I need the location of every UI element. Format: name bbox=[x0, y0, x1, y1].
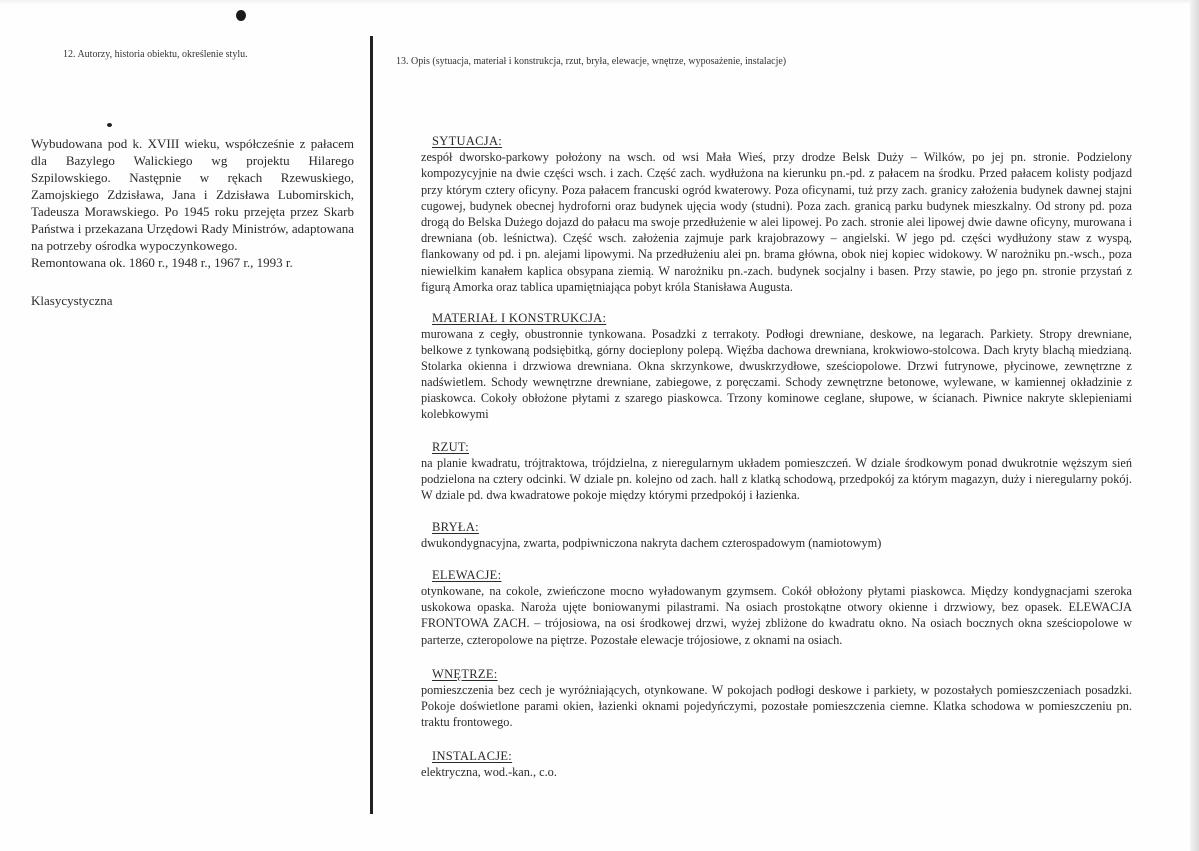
scan-right-edge bbox=[1190, 0, 1199, 851]
ink-speck bbox=[107, 123, 112, 127]
section-body: dwukondygnacyjna, zwarta, podpiwniczona nakryta dachem czterospadowym (namiotowym) bbox=[421, 536, 882, 551]
scan-top-edge bbox=[0, 0, 1199, 4]
section-heading: WNĘTRZE: bbox=[432, 666, 498, 681]
section-body: otynkowane, na cokole, zwieńczone mocno wyładowanym gzymsem. Cokół obłożony płytami piaskowca. Między kondygnacjami szeroka uskokowa opaska. Naroża ujęte boniowanymi pilastrami. Na osiach prostokątne otwory okienne i drzwiowy, bez opasek. ELEWACJA FRONTOWA ZACH. – trójosiowa, na osi środkowej drzwi, wyżej zbliżone do kwadratu okno. Na osiach bocznych okna sześciopolowe w parterze, czteropolowe na piętrze. Pozostałe elewacje trójosiowe, z oknami na osiach. bbox=[421, 584, 1132, 647]
section-elewacje bbox=[421, 567, 1132, 647]
section-bryla bbox=[421, 519, 1132, 551]
section-body: zespół dworsko-parkowy położony na wsch. od wsi Mała Wieś, przy drodze Belsk Duży – Wilków, po jej pn. stronie. Podzielony kompozycyjnie na dwie części wsch. i zach. Część zach. wydłużona na kierunku pn.-pd. z pałacem na środku. Przed pałacem kolisty podjazd przy którym cztery oficyny. Poza pałacem francuski ogród kwaterowy. Poza oficynami, tuż przy zach. granicy założenia budynek dawnej stajni cugowej, budynek obecnej hydroforni oraz budynek ujęcia wody (studni). Poza zach. granicą parku budynek mieszkalny. Od strony pd. poza drogą do Belska Dużego dojazd do pałacu ma swoje przedłużenie w alei lipowej. Po zach. stronie alei lipowej dwie dawne oficyny, murowana i drewniana (ob. leśnictwa). Część wsch. założenia zajmuje park krajobrazowy – angielski. W jego pd. części wydłużony staw z wyspą, flankowany od pd. i pn. alejami lipowymi. Na przedłużeniu alei pn. brama główna, obok niej kopiec widokowy. W narożniku pn.-wsch., poza niewielkim kanałem kaplica obsypana ziemią. W narożniku pn.-zach. budynek socjalny i basen. Przy stawie, po jego pn. stronie przystań z figurą Amorka oraz tablica upamiętniająca pobyt króla Stanisława Augusta. bbox=[421, 150, 1132, 294]
section-body: murowana z cegły, obustronnie tynkowana. Posadzki z terrakoty. Podłogi drewniane, deskowe, na legarach. Parkiety. Stropy drewniane, belkowe z tynkowaną podsiębitką, górny docieplony polepą. Więźba dachowa drewniana, krokwiowo-stolcowa. Dach kryty blachą miedzianą. Stolarka okienna i drzwiowa drewniana. Okna skrzynkowe, dwuskrzydłowe, sześciopolowe. Drzwi futrynowe, płycinowe, zewnętrzne z nadświetlem. Schody wewnętrzne drewniane, zabiegowe, z poręczami. Schody zewnętrzne betonowe, wylewane, w kamiennej okładzinie z piaskowca. Cokoły obłożone płytami z szarego piaskowca. Trzony kominowe ceglane, słupowe, w ścianach. Piwnice nakryte sklepieniami kolebkowymi bbox=[421, 327, 1132, 422]
section-body: pomieszczenia bez cech je wyróżniających, otynkowane. W pokojach podłogi deskowe i parkiety, w pozostałych pomieszczeniach posadzki. Pokoje doświetlone parami okien, łazienki oknami pojedyńczymi, pozostałe pomieszczenia ciemne. Klatka schodowa w pomieszczeniu pn. traktu frontowego. bbox=[421, 682, 1132, 729]
section-body: na planie kwadratu, trójtraktowa, trójdzielna, z nieregularnym układem pomieszczeń. W dziale środkowym ponad dwukrotnie węższym sień podzielona na cztery odcinki. W dziale pn. kolejno od zach. hall z klatką schodową, przedpokój za którym magazyn, duży i nieregularny pokój. W dziale pd. dwa kwadratowe pokoje między którymi przedpokój i łazienka. bbox=[421, 455, 1132, 502]
left-column-header: 12. Autorzy, historia obiektu, określenie stylu. bbox=[63, 49, 248, 60]
right-column-header: 13. Opis (sytuacja, materiał i konstrukcja, rzut, bryła, elewacje, wnętrze, wyposażenie, instalacje) bbox=[396, 56, 787, 67]
section-material bbox=[421, 310, 1132, 423]
right-column-content bbox=[421, 133, 1132, 793]
section-heading: MATERIAŁ I KONSTRUKCJA: bbox=[432, 310, 607, 325]
section-heading: SYTUACJA: bbox=[432, 134, 503, 148]
section-heading: RZUT: bbox=[432, 439, 469, 454]
section-instalacje bbox=[421, 748, 1132, 780]
section-heading: BRYŁA: bbox=[432, 519, 479, 534]
section-body: elektryczna, wod.-kan., c.o. bbox=[421, 765, 557, 780]
section-sytuacja bbox=[421, 133, 1132, 295]
history-paragraph: Wybudowana pod k. XVIII wieku, współcześnie z pałacem dla Bazylego Walickiego wg projektu Hilarego Szpilowskiego. Następnie w rękach Rzewuskiego, Zamojskiego Zdzisława, Jana i Zdzisława Lubomirskich, Tadeusza Morawskiego. Po 1945 roku przejęta przez Skarb Państwa i przekazana Urzędowi Rady Ministrów, adaptowana na potrzeby ośrodka wypoczynkowego. bbox=[31, 136, 354, 253]
left-column-content bbox=[31, 135, 354, 309]
section-wnetrze bbox=[421, 666, 1132, 730]
renovations-line: Remontowana ok. 1860 r., 1948 r., 1967 r., 1993 r. bbox=[31, 255, 293, 270]
punch-hole-mark bbox=[236, 10, 246, 21]
section-heading: INSTALACJE: bbox=[432, 748, 513, 763]
column-divider bbox=[370, 36, 373, 814]
section-heading: ELEWACJE: bbox=[432, 568, 502, 583]
style-label: Klasycystyczna bbox=[31, 293, 113, 308]
section-rzut bbox=[421, 439, 1132, 503]
